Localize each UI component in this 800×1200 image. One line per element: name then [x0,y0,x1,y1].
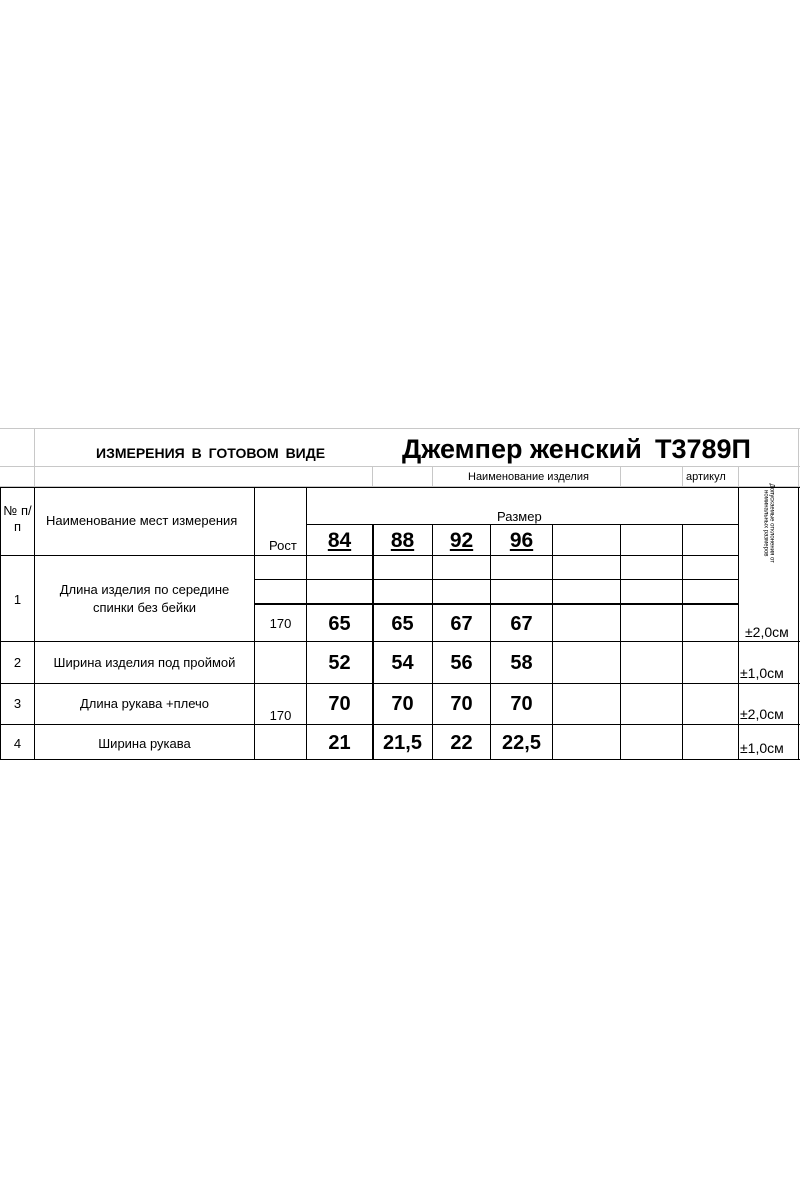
col-line [34,487,35,760]
row-tolerance: ±1,0см [740,740,784,756]
grid-line [0,428,800,429]
row-name-line2: спинки без бейки [92,600,197,615]
row-tolerance: ±2,0см [745,624,789,640]
row-number: 4 [13,736,22,751]
row-number: 1 [13,592,22,607]
row-line [0,683,800,684]
row-height: 170 [269,616,292,631]
product-title: Джемпер женский [402,434,642,464]
col-line [490,524,491,760]
header-bottom [0,555,738,556]
grid-line [738,466,739,486]
row1-sub-line [254,603,738,605]
row-value: 67 [450,613,473,635]
row-line [0,724,800,725]
row-line [0,641,800,642]
row-value: 70 [391,693,414,715]
col-place-header: Наименование мест измерения [46,513,238,528]
row-number: 2 [13,655,22,670]
size-96: 96 [509,529,534,552]
grid-line [0,466,800,467]
measurements-title: ИЗМЕРЕНИЯ В ГОТОВОМ ВИДЕ [96,445,326,461]
row-height: 170 [269,708,292,723]
col-size-header: Размер [497,509,542,524]
row-tolerance: ±1,0см [740,665,784,681]
col-number-header: № п/п [3,503,32,534]
row-name-line1: Длина изделия по середине [59,582,230,597]
row-tolerance: ±2,0см [740,706,784,722]
col-line [432,524,433,760]
grid-line [34,428,35,488]
row-value: 21 [328,732,351,754]
size-row-top [306,524,738,525]
row-name-line1: Длина рукава +плечо [79,696,210,711]
row-value: 58 [510,652,533,674]
row-number: 3 [13,696,22,711]
row-value: 65 [328,613,351,635]
row-value: 70 [510,693,533,715]
grid-line [682,466,683,486]
grid-line [620,466,621,486]
row1-sub-line [254,579,738,580]
grid-line [798,428,799,488]
row-name-line1: Ширина изделия под проймой [53,655,236,670]
grid-line [432,466,433,486]
article-number: Т3789П [655,434,751,464]
grid-line [372,466,373,486]
article-caption: артикул [686,471,726,483]
row-value: 21,5 [383,732,422,754]
col-line [552,524,553,760]
col-height-header: Рост [269,538,297,553]
row-name-line1: Ширина рукава [98,736,191,751]
row-value: 56 [450,652,473,674]
row-value: 54 [391,652,414,674]
col-line [682,524,683,760]
table-border-right [798,487,799,760]
col-line [372,524,374,760]
size-88: 88 [390,529,415,552]
row-value: 67 [510,613,533,635]
table-border-bottom [0,759,800,760]
col-line [738,487,739,760]
col-tolerance-header: Допускаемые отклонения от номинальных размеров [762,483,775,563]
table-border-top [0,487,800,488]
row-value: 22,5 [502,732,541,754]
row-value: 70 [450,693,473,715]
col-line [620,524,621,760]
size-92: 92 [449,529,474,552]
row-value: 70 [328,693,351,715]
row-value: 65 [391,613,414,635]
row-value: 22 [450,732,473,754]
size-84: 84 [327,529,352,552]
row-value: 52 [328,652,351,674]
product-name-caption: Наименование изделия [468,471,589,483]
